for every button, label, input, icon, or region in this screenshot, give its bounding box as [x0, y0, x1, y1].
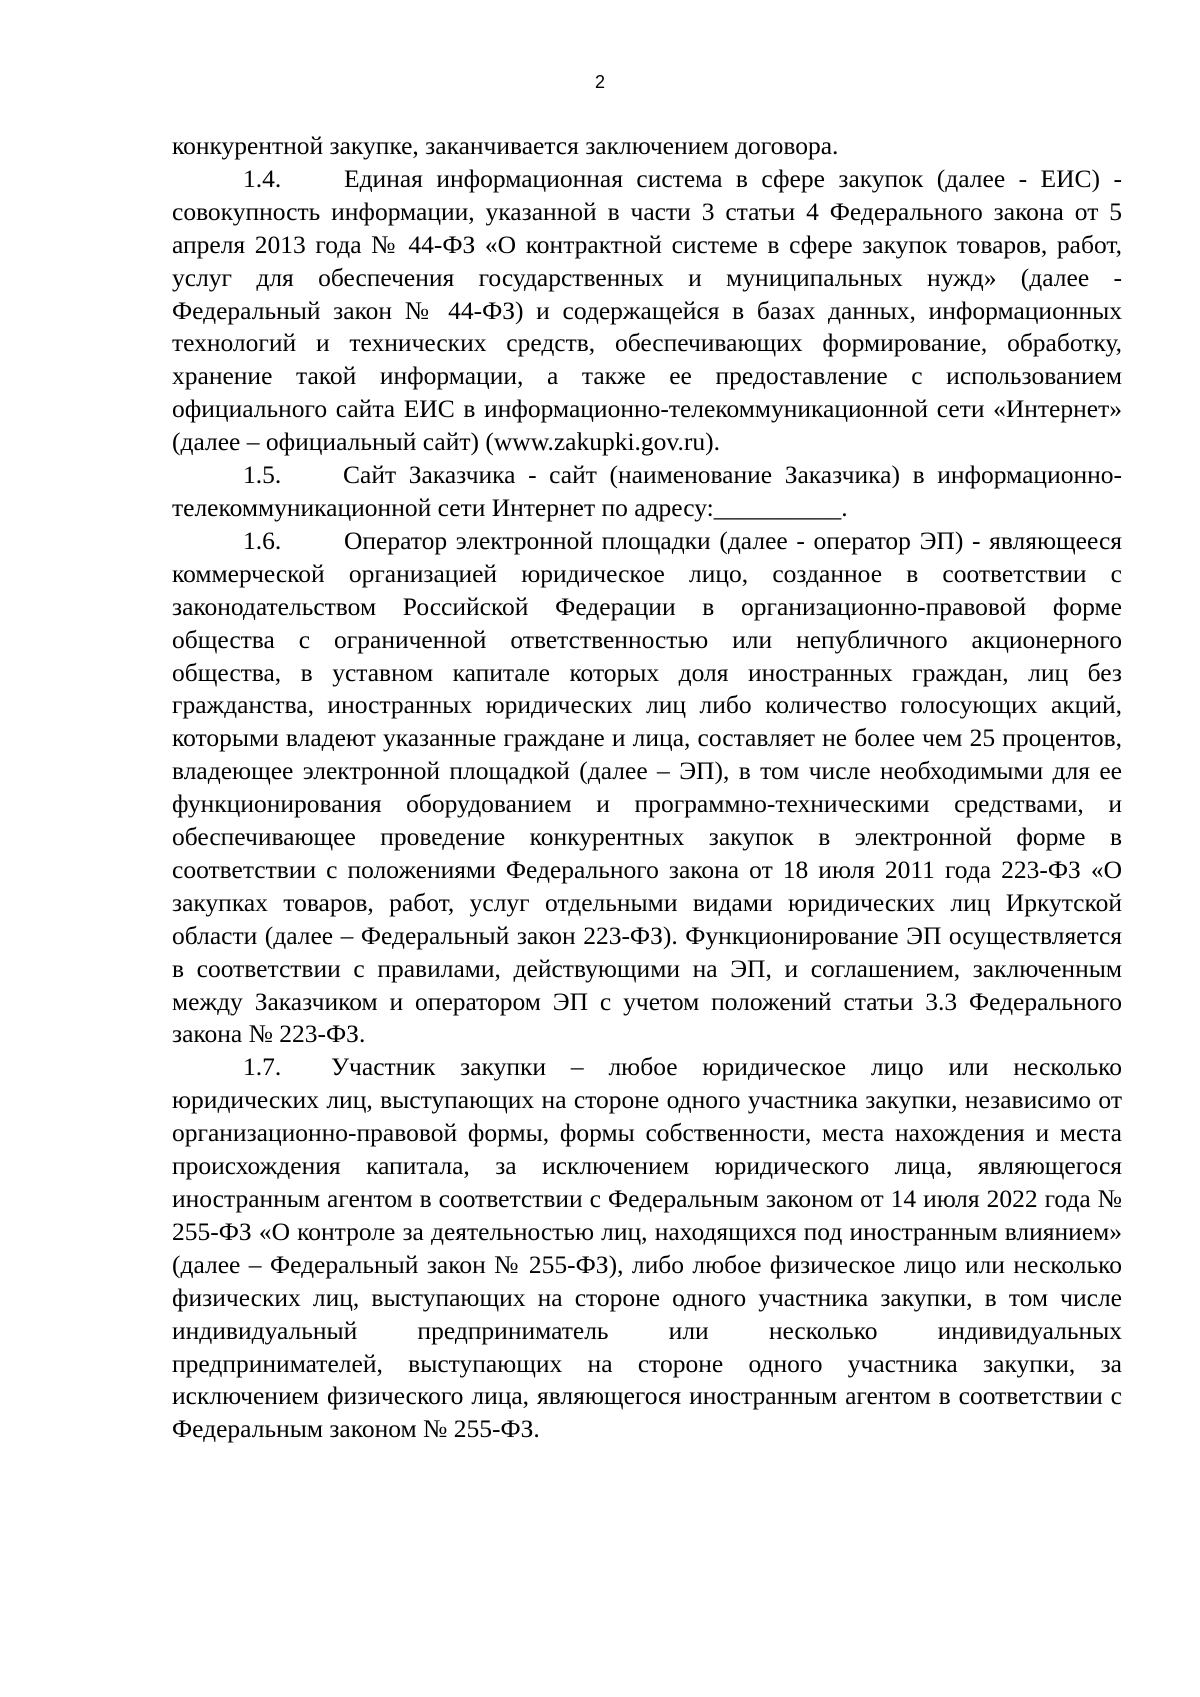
- paragraph-number: 1.6.: [243, 525, 282, 555]
- paragraph-text: Сайт Заказчика - сайт (наименование Заказчика) в информационно-телекоммуникационной сети Интернет по адресу:__________.: [172, 460, 1122, 522]
- paragraph-1-6: [172, 525, 1122, 1052]
- paragraph-text: Участник закупки – любое юридическое лицо или несколько юридических лиц, выступающих на стороне одного участника закупки, независимо от организационно-правовой формы, формы собственности, места нахождения и места происхождения капитала, за исключением юридического лица, являющегося иностранным агентом в соответствии с Федеральным законом от 14 июля 2022 года № 255-ФЗ «О контроле за деятельностью лиц, находящихся под иностранным влиянием» (далее – Федеральный закон № 255-ФЗ), либо любое физическое лицо или несколько физических лиц, выступающих на стороне одного участника закупки, в том числе индивидуальный предприниматель или несколько индивидуальных предпринимателей, выступающих на стороне одного участника закупки, за исключением физического лица, являющегося иностранным агентом в соответствии с Федеральным законом № 255-ФЗ.: [172, 1052, 1122, 1444]
- document-body: [172, 130, 1122, 1446]
- paragraph-number: 1.7.: [243, 1052, 282, 1082]
- paragraph-number: 1.4.: [243, 163, 282, 193]
- paragraph-continuation: [172, 130, 1122, 163]
- paragraph-text: Единая информационная система в сфере закупок (далее - ЕИС) - совокупность информации, указанной в части 3 статьи 4 Федерального закона от 5 апреля 2013 года № 44-ФЗ «О контрактной системе в сфере закупок товаров, работ, услуг для обеспечения государственных и муниципальных нужд» (далее - Федеральный закон № 44-ФЗ) и содержащейся в базах данных, информационных технологий и технических средств, обеспечивающих формирование, обработку, хранение такой информации, а также ее предоставление с использованием официального сайта ЕИС в информационно-телекоммуникационной сети «Интернет» (далее – официальный сайт) (www.zakupki.gov.ru).: [172, 163, 1122, 457]
- page-number: 2: [594, 72, 605, 92]
- paragraph-number: 1.5.: [243, 460, 282, 490]
- paragraph-1-7: [172, 1051, 1122, 1446]
- paragraph-text: Оператор электронной площадки (далее - оператор ЭП) - являющееся коммерческой организацией юридическое лицо, созданное в соответствии с законодательством Российской Федерации в организационно-правовой форме общества с ограниченной ответственностью или непубличного акционерного общества, в уставном капитале которых доля иностранных граждан, лиц без гражданства, иностранных юридических лиц либо количество голосующих акций, которыми владеют указанные граждане и лица, составляет не более чем 25 процентов, владеющее электронной площадкой (далее – ЭП), в том числе необходимыми для ее функционирования оборудованием и программно-техническими средствами, и обеспечивающее проведение конкурентных закупок в электронной форме в соответствии с положениями Федерального закона от 18 июля 2011 года 223-ФЗ «О закупках товаров, работ, услуг отдельными видами юридических лиц Иркутской области (далее – Федеральный закон 223-ФЗ). Функционирование ЭП осуществляется в соответствии с правилами, действующими на ЭП, и соглашением, заключенным между Заказчиком и оператором ЭП с учетом положений статьи 3.3 Федерального закона № 223-ФЗ.: [172, 525, 1122, 1049]
- paragraph-1-4: [172, 163, 1122, 459]
- paragraph-1-5: [172, 459, 1122, 525]
- paragraph-text: конкурентной закупке, заканчивается заключением договора.: [172, 131, 839, 160]
